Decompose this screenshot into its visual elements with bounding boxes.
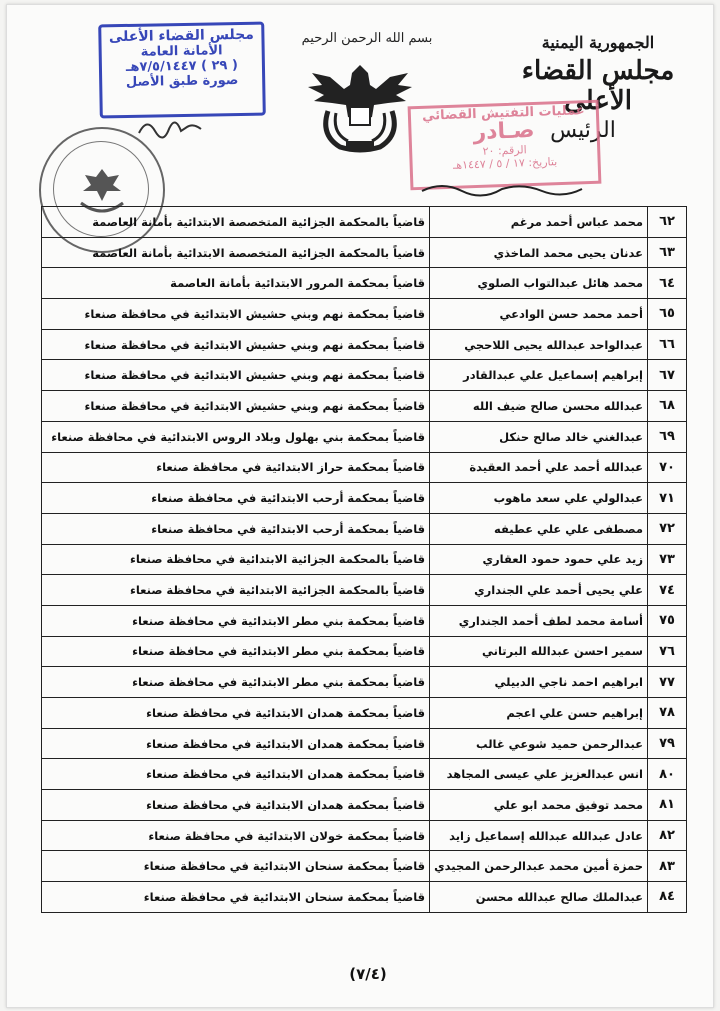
judge-name: عبدالرحمن حميد شوعي غالب — [430, 728, 648, 759]
judge-assignment: قاضياً بمحكمة بني مطر الابتدائية في محافظة صنعاء — [42, 667, 430, 698]
judge-name: ابراهيم احمد ناجي الدبيلي — [430, 667, 648, 698]
row-number: ٧٤ — [648, 575, 687, 606]
row-number: ٧٣ — [648, 544, 687, 575]
president-title: الرئيس — [550, 118, 616, 143]
row-number: ٦٥ — [648, 299, 687, 330]
judge-name: إبراهيم إسماعيل علي عبدالقادر — [430, 360, 648, 391]
judge-assignment: قاضياً بمحكمة بني بهلول وبلاد الروس الابتدائية في محافظة صنعاء — [42, 421, 430, 452]
judge-assignment: قاضياً بمحكمة بني مطر الابتدائية في محافظة صنعاء — [42, 636, 430, 667]
row-number: ٧١ — [648, 483, 687, 514]
table-row — [42, 268, 687, 299]
judge-name: عبدالولي علي سعد ماهوب — [430, 483, 648, 514]
judge-name: عبدالله محسن صالح ضيف الله — [430, 391, 648, 422]
row-number: ٨١ — [648, 790, 687, 821]
judge-assignment: قاضياً بالمحكمة الجزائية المتخصصة الابتدائية بأمانة العاصمة — [42, 237, 430, 268]
table-row — [42, 759, 687, 790]
judge-name: عادل عبدالله عبدالله إسماعيل زايد — [430, 820, 648, 851]
judge-name: علي يحيى أحمد علي الجنداري — [430, 575, 648, 606]
row-number: ٦٧ — [648, 360, 687, 391]
table-row — [42, 790, 687, 821]
judge-name: زيد علي حمود حمود العقاري — [430, 544, 648, 575]
judge-assignment: قاضياً بمحكمة نهم وبني حشيش الابتدائية في محافظة صنعاء — [42, 360, 430, 391]
judge-name: انس عبدالعزيز علي عيسى المجاهد — [430, 759, 648, 790]
eagle-emblem-icon — [300, 55, 420, 155]
table-row — [42, 452, 687, 483]
table-row — [42, 513, 687, 544]
judge-assignment: قاضياً بمحكمة همدان الابتدائية في محافظة صنعاء — [42, 728, 430, 759]
council-title: مجلس القضاء الأعلى — [521, 56, 675, 116]
judge-name: محمد هائل عبدالتواب الصلوي — [430, 268, 648, 299]
table-row — [42, 421, 687, 452]
judge-name: مصطفى علي علي عطيفه — [430, 513, 648, 544]
judge-name: عبدالله أحمد علي أحمد العقيدة — [430, 452, 648, 483]
judge-name: حمزة أمين محمد عبدالرحمن المجيدي — [430, 851, 648, 882]
row-number: ٧٧ — [648, 667, 687, 698]
judge-name: محمد توفيق محمد ابو علي — [430, 790, 648, 821]
judge-name: عبدالغني خالد صالح حنكل — [430, 421, 648, 452]
basmala: بسم الله الرحمن الرحيم — [301, 31, 433, 46]
table-row — [42, 299, 687, 330]
judge-assignment: قاضياً بمحكمة أرحب الابتدائية في محافظة صنعاء — [42, 513, 430, 544]
red-outgoing-stamp: عمليات التفتيش القضائي صـادر الرقم: ٢٠ بتاريخ: ١٧ / ٥ / ١٤٤٧هـ — [408, 100, 602, 191]
row-number: ٧٠ — [648, 452, 687, 483]
table-row — [42, 882, 687, 913]
table-row — [42, 483, 687, 514]
row-number: ٧٩ — [648, 728, 687, 759]
table-row — [42, 207, 687, 238]
table-row — [42, 360, 687, 391]
judge-name: عبدالملك صالح عبدالله محسن — [430, 882, 648, 913]
row-number: ٦٩ — [648, 421, 687, 452]
judge-assignment: قاضياً بمحكمة همدان الابتدائية في محافظة صنعاء — [42, 759, 430, 790]
judge-assignment: قاضياً بمحكمة سنحان الابتدائية في محافظة صنعاء — [42, 851, 430, 882]
judge-name: سمير احسن عبدالله البرتاني — [430, 636, 648, 667]
judge-assignment: قاضياً بمحكمة همدان الابتدائية في محافظة صنعاء — [42, 790, 430, 821]
judge-assignment: قاضياً بالمحكمة الجزائية الابتدائية في محافظة صنعاء — [42, 544, 430, 575]
judge-name: عدنان يحيى محمد الماخذي — [430, 237, 648, 268]
judge-name: أحمد محمد حسن الوادعي — [430, 299, 648, 330]
judges-table — [41, 206, 687, 913]
judge-assignment: قاضياً بمحكمة المرور الابتدائية بأمانة العاصمة — [42, 268, 430, 299]
document-page — [6, 4, 714, 1008]
judge-assignment: قاضياً بمحكمة نهم وبني حشيش الابتدائية في محافظة صنعاء — [42, 329, 430, 360]
blue-certification-stamp: مجلس القضاء الأعلى الأمانة العامة ( ٢٩ ) ٧/٥/١٤٤٧هـ صورة طبق الأصل — [98, 22, 266, 119]
republic-title: الجمهورية اليمنية — [541, 33, 655, 52]
judge-assignment: قاضياً بمحكمة حراز الابتدائية في محافظة صنعاء — [42, 452, 430, 483]
table-row — [42, 636, 687, 667]
row-number: ٦٣ — [648, 237, 687, 268]
row-number: ٧٢ — [648, 513, 687, 544]
judge-name: محمد عباس أحمد مرغم — [430, 207, 648, 238]
row-number: ٧٥ — [648, 605, 687, 636]
row-number: ٦٤ — [648, 268, 687, 299]
table-row — [42, 698, 687, 729]
row-number: ٧٨ — [648, 698, 687, 729]
page-number: (٧/٤) — [349, 965, 387, 983]
table-row — [42, 575, 687, 606]
table-row — [42, 667, 687, 698]
judge-assignment: قاضياً بمحكمة خولان الابتدائية في محافظة صنعاء — [42, 820, 430, 851]
table-row — [42, 820, 687, 851]
judge-assignment: قاضياً بمحكمة سنحان الابتدائية في محافظة صنعاء — [42, 882, 430, 913]
judge-name: أسامة محمد لطف أحمد الجنداري — [430, 605, 648, 636]
judge-assignment: قاضياً بالمحكمة الجزائية الابتدائية في محافظة صنعاء — [42, 575, 430, 606]
row-number: ٨٣ — [648, 851, 687, 882]
table-row — [42, 329, 687, 360]
judge-assignment: قاضياً بمحكمة همدان الابتدائية في محافظة صنعاء — [42, 698, 430, 729]
row-number: ٦٦ — [648, 329, 687, 360]
row-number: ٧٦ — [648, 636, 687, 667]
row-number: ٨٠ — [648, 759, 687, 790]
table-row — [42, 237, 687, 268]
row-number: ٦٢ — [648, 207, 687, 238]
judge-name: إبراهيم حسن علي اعجم — [430, 698, 648, 729]
judge-assignment: قاضياً بمحكمة نهم وبني حشيش الابتدائية في محافظة صنعاء — [42, 391, 430, 422]
table-row — [42, 605, 687, 636]
handwritten-date-icon — [412, 177, 592, 199]
row-number: ٨٤ — [648, 882, 687, 913]
judge-assignment: قاضياً بمحكمة بني مطر الابتدائية في محافظة صنعاء — [42, 605, 430, 636]
table-row — [42, 851, 687, 882]
row-number: ٨٢ — [648, 820, 687, 851]
judge-assignment: قاضياً بمحكمة أرحب الابتدائية في محافظة صنعاء — [42, 483, 430, 514]
table-row — [42, 391, 687, 422]
table-row — [42, 728, 687, 759]
table-row — [42, 544, 687, 575]
judge-name: عبدالواحد عبدالله يحيى اللاحجي — [430, 329, 648, 360]
judge-assignment: قاضياً بالمحكمة الجزائية المتخصصة الابتدائية بأمانة العاصمة — [42, 207, 430, 238]
row-number: ٦٨ — [648, 391, 687, 422]
judge-assignment: قاضياً بمحكمة نهم وبني حشيش الابتدائية في محافظة صنعاء — [42, 299, 430, 330]
